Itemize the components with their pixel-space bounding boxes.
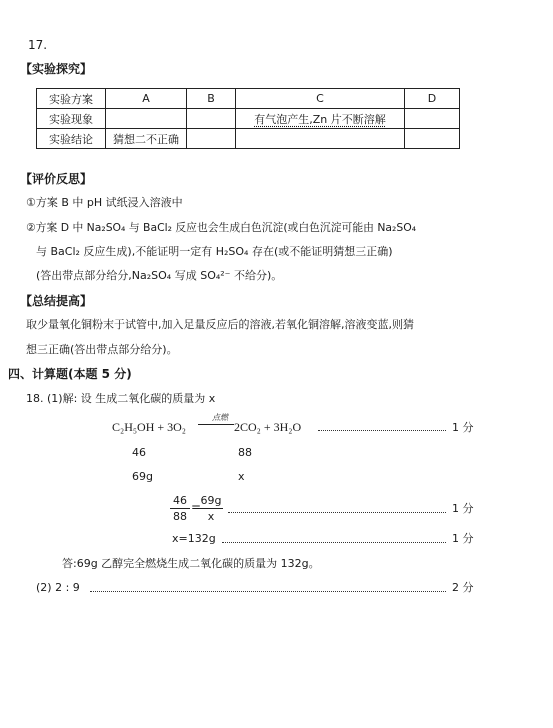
evaluation-item-1: ①方案 B 中 pH 试纸浸入溶液中 xyxy=(26,196,183,209)
table-cell xyxy=(236,129,405,149)
section-calc: 四、计算题(本题 5 分) xyxy=(8,367,132,381)
table-header-cell: D xyxy=(405,89,460,109)
fraction-right-denominator: x xyxy=(207,510,215,523)
fraction-right-numerator: 69g xyxy=(200,494,222,507)
fraction-left xyxy=(170,494,190,523)
summary-line-2: 想三正确(答出带点部分给分)。 xyxy=(26,343,178,356)
table-header-cell: A xyxy=(106,89,187,109)
equation-right: 2CO₂ + 3H₂O xyxy=(234,420,302,434)
part-2: (2) 2 : 9 xyxy=(36,581,80,594)
table-header-cell: 实验方案 xyxy=(37,89,106,109)
table-cell xyxy=(187,109,236,129)
answer-text: 答:69g 乙醇完全燃烧生成二氧化碳的质量为 132g。 xyxy=(62,557,320,570)
equation-left: C₂H₅OH + 3O₂ xyxy=(112,420,186,434)
table-cell: 实验结论 xyxy=(37,129,106,149)
reaction-arrow xyxy=(198,424,234,425)
fraction-bar xyxy=(199,508,223,509)
equals-sign: = xyxy=(191,500,202,514)
table-cell xyxy=(106,109,187,129)
fraction-left-numerator: 46 xyxy=(173,494,187,507)
table-cell xyxy=(187,129,236,149)
table-cell: 有气泡产生,Zn 片不断溶解 xyxy=(236,109,405,129)
mass-right-1: 88 xyxy=(238,446,252,459)
reaction-condition: 点燃 xyxy=(212,413,228,422)
section-summary: 【总结提高】 xyxy=(20,294,93,308)
fraction-left-denominator: 88 xyxy=(173,510,187,523)
mass-left-2: 69g xyxy=(132,470,153,483)
question-number: 17. xyxy=(28,38,48,52)
fraction-right xyxy=(199,494,223,523)
mass-left-1: 46 xyxy=(132,446,146,459)
evaluation-item-2-line-3: (答出带点部分给分,Na₂SO₄ 写成 SO₄²⁻ 不给分)。 xyxy=(36,269,283,282)
table-header-cell: C xyxy=(236,89,405,109)
table-row xyxy=(37,129,460,149)
section-evaluation: 【评价反思】 xyxy=(20,172,93,186)
score-1: 1 分 xyxy=(452,421,474,434)
leader-line xyxy=(228,512,446,513)
table-row xyxy=(37,109,460,129)
q18-label: 18. (1)解: 设 生成二氧化碳的质量为 x xyxy=(26,392,216,405)
summary-line-1: 取少量氧化铜粉末于试管中,加入足量反应后的溶液,若氧化铜溶解,溶液变蓝,则猜 xyxy=(26,318,414,331)
table-header-row xyxy=(37,89,460,109)
leader-line xyxy=(90,591,446,592)
section-experiment: 【实验探究】 xyxy=(20,62,93,76)
table-header-cell: B xyxy=(187,89,236,109)
score-3: 1 分 xyxy=(452,532,474,545)
evaluation-item-2-line-2: 与 BaCl₂ 反应生成),不能证明一定有 H₂SO₄ 存在(或不能证明猜想三正确) xyxy=(36,245,393,258)
score-4: 2 分 xyxy=(452,581,474,594)
leader-line xyxy=(318,430,446,431)
table-cell: 实验现象 xyxy=(37,109,106,129)
table-cell: 猜想二不正确 xyxy=(106,129,187,149)
score-2: 1 分 xyxy=(452,502,474,515)
experiment-table xyxy=(36,88,460,149)
result: x=132g xyxy=(172,532,216,545)
mass-right-2: x xyxy=(238,470,245,483)
fraction-bar xyxy=(170,508,190,509)
evaluation-item-2-line-1: ②方案 D 中 Na₂SO₄ 与 BaCl₂ 反应也会生成白色沉淀(或白色沉淀可能由 Na₂SO₄ xyxy=(26,221,417,234)
table-cell xyxy=(405,109,460,129)
table-cell xyxy=(405,129,460,149)
leader-line xyxy=(222,542,446,543)
